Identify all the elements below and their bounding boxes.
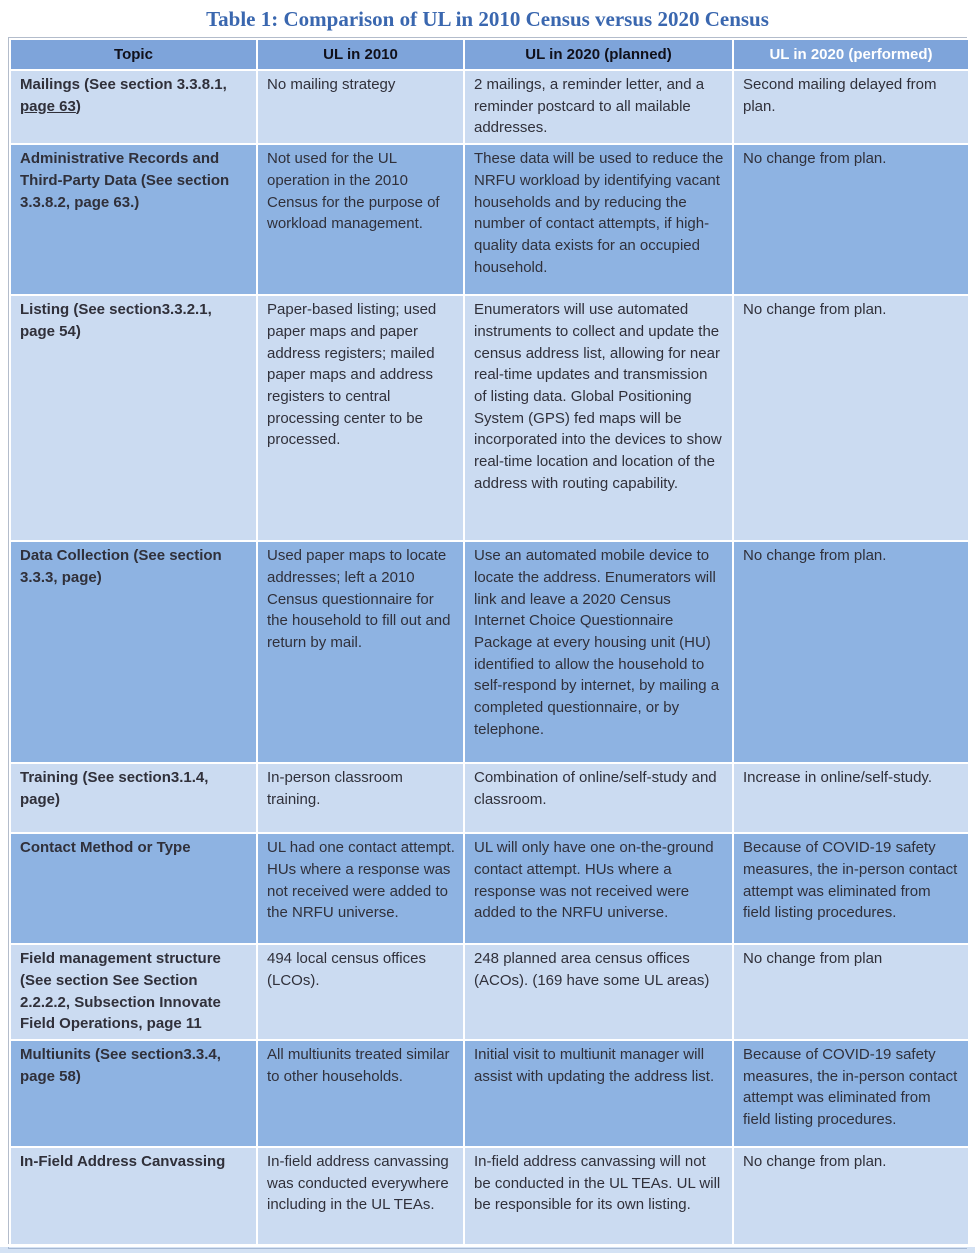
table-row-listing [10, 295, 969, 541]
ul-2010-cell: All multiunits treated similar to other households. [257, 1040, 464, 1147]
ul-2010-cell: 494 local census offices (LCOs). [257, 944, 464, 1040]
ul-2010-cell: UL had one contact attempt. HUs where a response was not received were added to the NRFU universe. [257, 833, 464, 944]
ul-2020-planned-cell: In-field address canvassing will not be conducted in the UL TEAs. UL will be responsible for its own listing. [464, 1147, 733, 1247]
ul-2010-cell: In-person classroom training. [257, 763, 464, 833]
table-row-field-management [10, 944, 969, 1040]
table-title: Table 1: Comparison of UL in 2010 Census versus 2020 Census [206, 7, 769, 31]
topic-cell: Field management structure (See section See Section 2.2.2.2, Subsection Innovate Field Operations, page 11 [10, 944, 257, 1040]
ul-2020-planned-cell: 2 mailings, a reminder letter, and a reminder postcard to all mailable addresses. [464, 70, 733, 144]
ul-2020-performed-cell: No change from plan. [733, 144, 969, 295]
ul-2020-planned-cell: Combination of online/self-study and classroom. [464, 763, 733, 833]
ul-2020-performed-cell: Second mailing delayed from plan. [733, 70, 969, 144]
table-row-mailings [10, 70, 969, 144]
table-row-contact-method [10, 833, 969, 944]
section-link[interactable]: , page 63 [20, 76, 227, 115]
ul-2020-performed-cell: No change from plan. [733, 1147, 969, 1247]
ul-2020-planned-cell: Enumerators will use automated instruments to collect and update the census address list, allowing for near real-time updates and transmission of listing data. Global Positioning System (GPS) fed maps will be incorporated into the devices to show real-time location and location of the address with routing capability. [464, 295, 733, 541]
ul-2020-performed-cell: Because of COVID-19 safety measures, the in-person contact attempt was eliminated from field listing procedures. [733, 833, 969, 944]
column-header-ul-2020-performed: UL in 2020 (performed) [733, 39, 969, 70]
topic-text: ) [75, 97, 81, 115]
ul-2010-cell: Used paper maps to locate addresses; left a 2010 Census questionnaire for the household to fill out and return by mail. [257, 541, 464, 763]
table-row-data-collection [10, 541, 969, 763]
topic-cell: Training (See section3.1.4, page) [10, 763, 257, 833]
column-header-topic: Topic [10, 39, 257, 70]
ul-2020-performed-cell: Because of COVID-19 safety measures, the in-person contact attempt was eliminated from field listing procedures. [733, 1040, 969, 1147]
ul-2020-planned-cell: UL will only have one on-the-ground contact attempt. HUs where a response was not received were added to the NRFU universe. [464, 833, 733, 944]
table-row-multiunits [10, 1040, 969, 1147]
comparison-table [9, 38, 970, 1248]
ul-2020-planned-cell: These data will be used to reduce the NRFU workload by identifying vacant households and by reducing the number of contact attempts, if high-quality data exists for an occupied household. [464, 144, 733, 295]
column-header-ul-2020-planned: UL in 2020 (planned) [464, 39, 733, 70]
ul-2010-cell: No mailing strategy [257, 70, 464, 144]
ul-2020-performed-cell: No change from plan. [733, 541, 969, 763]
page-break-band [0, 1244, 975, 1253]
ul-2020-performed-cell: Increase in online/self-study. [733, 763, 969, 833]
table-row-in-field-address-canvassing [10, 1147, 969, 1247]
topic-cell: Data Collection (See section 3.3.3, page) [10, 541, 257, 763]
table-row-training [10, 763, 969, 833]
ul-2020-planned-cell: 248 planned area census offices (ACOs). (169 have some UL areas) [464, 944, 733, 1040]
ul-2020-planned-cell: Use an automated mobile device to locate the address. Enumerators will link and leave a 2020 Census Internet Choice Questionnaire Package at every housing unit (HU) identified to allow the household to self-respond by internet, by mailing a completed questionnaire, or by telephone. [464, 541, 733, 763]
column-header-ul-2010: UL in 2010 [257, 39, 464, 70]
topic-cell: In-Field Address Canvassing [10, 1147, 257, 1247]
ul-2010-cell: Paper-based listing; used paper maps and paper address registers; mailed paper maps and address registers to central processing center to be processed. [257, 295, 464, 541]
header-row [10, 39, 969, 70]
table-row-admin-records [10, 144, 969, 295]
ul-2020-planned-cell: Initial visit to multiunit manager will assist with updating the address list. [464, 1040, 733, 1147]
topic-cell: Administrative Records and Third-Party Data (See section 3.3.8.2, page 63.) [10, 144, 257, 295]
topic-cell [10, 70, 257, 144]
ul-2020-performed-cell: No change from plan. [733, 295, 969, 541]
ul-2010-cell: In-field address canvassing was conducted everywhere including in the UL TEAs. [257, 1147, 464, 1247]
topic-cell: Contact Method or Type [10, 833, 257, 944]
topic-cell: Listing (See section3.3.2.1, page 54) [10, 295, 257, 541]
comparison-table-wrapper [8, 37, 967, 1249]
ul-2010-cell: Not used for the UL operation in the 2010 Census for the purpose of workload management. [257, 144, 464, 295]
ul-2020-performed-cell: No change from plan [733, 944, 969, 1040]
topic-text: Mailings (See section 3.3.8.1 [20, 76, 223, 93]
topic-cell: Multiunits (See section3.3.4, page 58) [10, 1040, 257, 1147]
